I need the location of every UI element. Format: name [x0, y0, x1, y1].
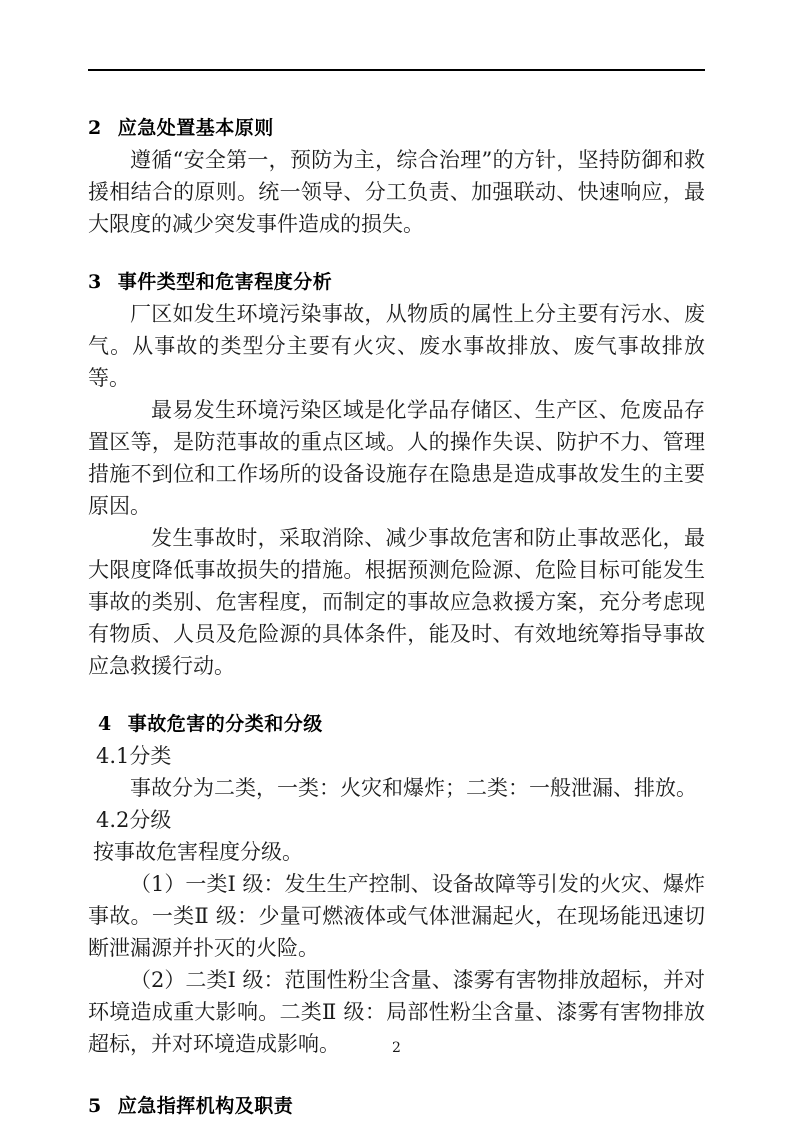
section-number-2: 2 [88, 117, 102, 139]
spacer [88, 682, 705, 708]
section-2-paragraph: 遵循“安全第一，预防为主，综合治理”的方针，坚持防御和救援相结合的原则。统一领导、分工负责、加强联动、快速响应，最大限度的减少突发事件造成的损失。 [88, 148, 705, 236]
section-3-paragraph-3: 发生事故时，采取消除、减少事故危害和防止事故恶化，最大限度降低事故损失的措施。根据预测危险源、危险目标可能发生事故的类别、危害程度，而制定的事故应急救援方案，充分考虑现有物质、人员及危险源的具体条件，能及时、有效地统筹指导事故应急救援行动。 [88, 526, 705, 678]
section-heading-2 [88, 112, 705, 144]
section-title-5: 应急指挥机构及职责 [117, 1095, 294, 1117]
section-heading-5 [88, 1090, 705, 1122]
document-body [88, 112, 705, 1122]
grade-item-1: （1）一类Ⅰ 级：发生生产控制、设备故障等引发的火灾、爆炸事故。一类Ⅱ 级：少量可燃液体或气体泄漏起火，在现场能迅速切断泄漏源并扑灭的火险。 [88, 872, 705, 960]
subsection-title-4-2: 4.2分级 [96, 808, 172, 832]
subsection-title-4-1: 4.1分类 [96, 744, 172, 768]
spacer [88, 1060, 705, 1090]
section-number-5: 5 [88, 1095, 102, 1117]
section-3-paragraph-2: 最易发生环境污染区域是化学品存储区、生产区、危废品存置区等，是防范事故的重点区域。人的操作失误、防护不力、管理措施不到位和工作场所的设备设施存在隐患是造成事故发生的主要原因。 [88, 398, 705, 518]
spacer [88, 240, 705, 266]
section-heading-3 [88, 266, 705, 298]
subsection-body-4-1: 事故分为二类，一类：火灾和爆炸；二类：一般泄漏、排放。 [130, 776, 697, 800]
section-title-4: 事故危害的分类和分级 [127, 713, 323, 735]
section-title-3: 事件类型和危害程度分析 [117, 271, 333, 293]
grade-item-2: （2）二类Ⅰ 级：范围性粉尘含量、漆雾有害物排放超标，并对环境造成重大影响。二类Ⅱ 级：局部性粉尘含量、漆雾有害物排放超标，并对环境造成影响。 [88, 968, 705, 1056]
section-number-3: 3 [88, 271, 102, 293]
page-number: 2 [392, 1040, 401, 1056]
section-title-2: 应急处置基本原则 [117, 117, 274, 139]
subsection-intro-4-2: 按事故危害程度分级。 [93, 840, 303, 864]
section-3-paragraph-1: 厂区如发生环境污染事故，从物质的属性上分主要有污水、废气。从事故的类型分主要有火灾、废水事故排放、废气事故排放等。 [88, 302, 705, 390]
section-heading-4 [88, 708, 705, 740]
section-number-4: 4 [98, 713, 112, 735]
header-rule [88, 69, 705, 71]
